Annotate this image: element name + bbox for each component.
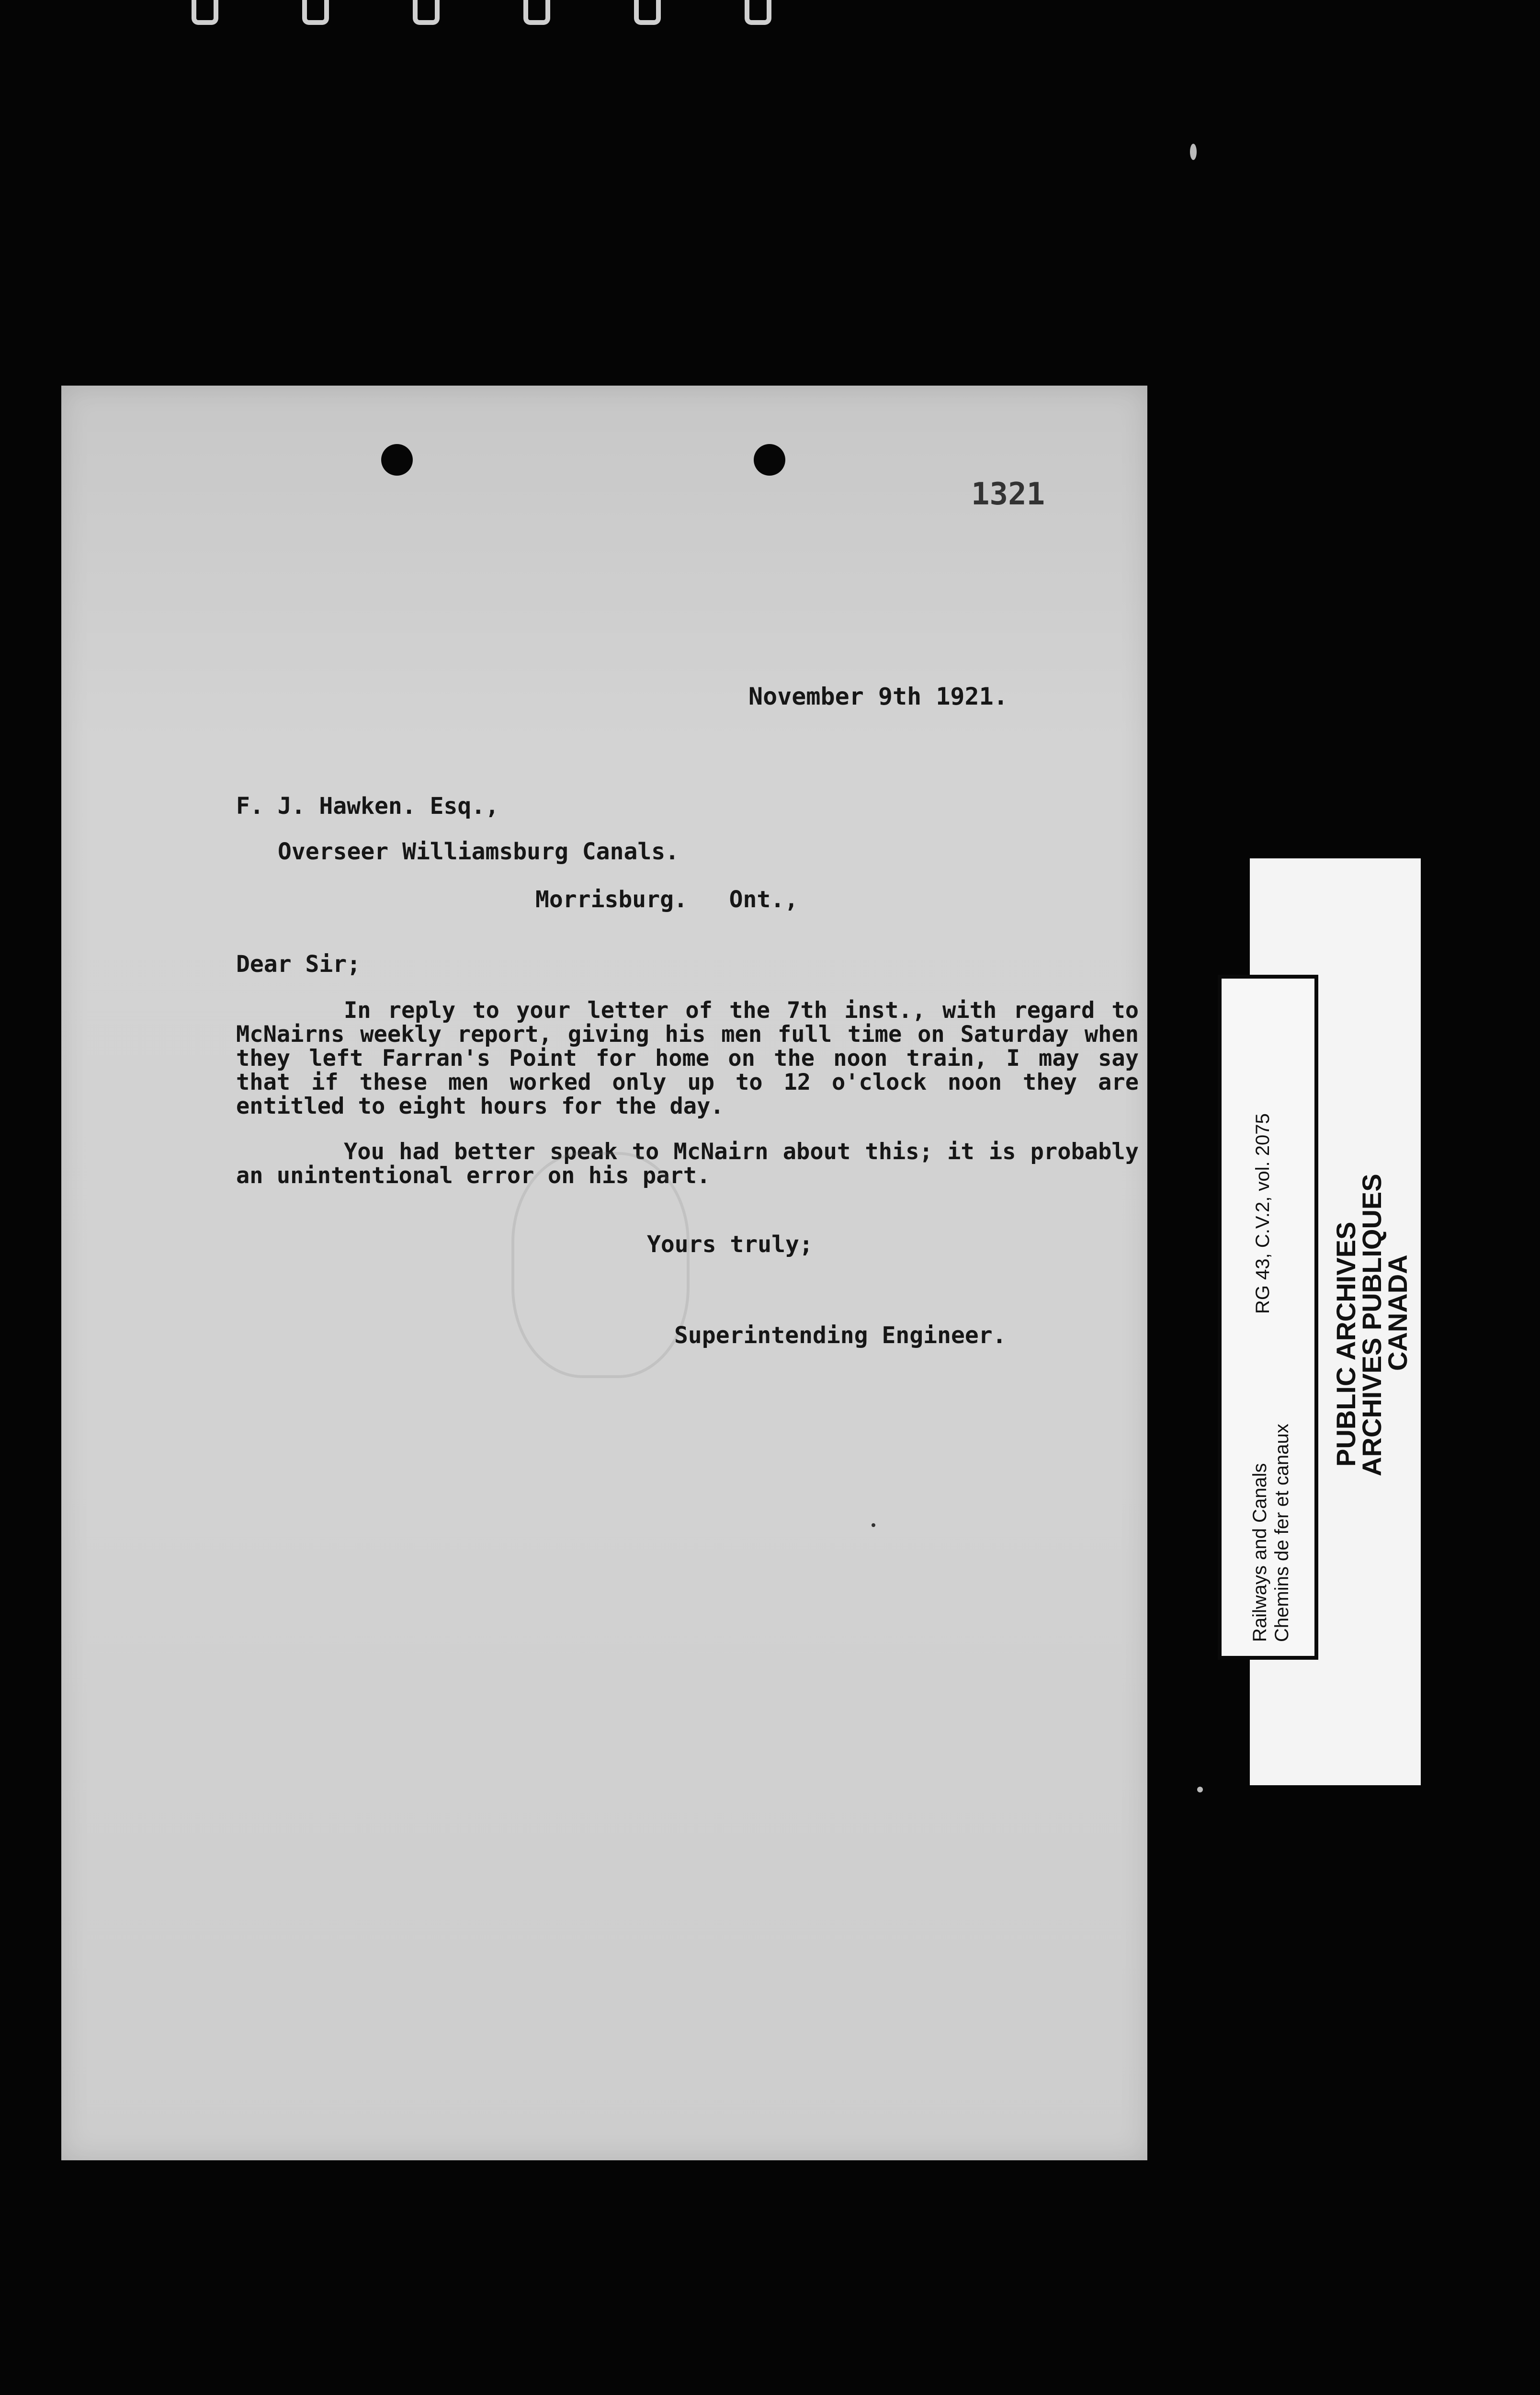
letter-date: November 9th 1921. (748, 683, 1008, 710)
punch-hole (754, 444, 785, 476)
recipient-place: Morrisburg. Ont., (535, 886, 799, 913)
letter-paragraph-1: In reply to your letter of the 7th inst., with regard to McNairns weekly report, giving his men full time on Saturday when they left Farran's Point for home on the noon train, I may say that if these men worked only up to 12 o'clock noon they are entitled to eight hours for the day. (236, 997, 1139, 1119)
film-mark (413, 0, 440, 25)
salutation: Dear Sir; (236, 951, 361, 978)
film-mark (745, 0, 771, 25)
signature-title: Superintending Engineer. (674, 1322, 1007, 1349)
letter-page (61, 386, 1147, 2160)
film-speck (1190, 144, 1197, 160)
recipient-name: F. J. Hawken. Esq., (236, 793, 499, 820)
faded-stamp-mark (511, 1152, 690, 1378)
institution-country: CANADA (1382, 1255, 1413, 1371)
archive-reference: RG 43, C.V.2, vol. 2075 (1252, 1113, 1273, 1314)
film-mark (192, 0, 218, 25)
punch-hole (381, 444, 413, 476)
film-speck (872, 1523, 875, 1527)
letter-closing: Yours truly; (647, 1231, 813, 1258)
fonds-name-fr: Chemins de fer et canaux (1271, 1424, 1292, 1642)
film-speck (1197, 1787, 1203, 1792)
film-edge-marks (192, 0, 771, 29)
film-mark (634, 0, 661, 25)
film-mark (302, 0, 329, 25)
fonds-name-en: Railways and Canals (1249, 1463, 1270, 1642)
film-mark (523, 0, 550, 25)
letter-paragraph-2: You had better speak to McNairn about this; it is probably an unintentional error on his part. (236, 1139, 1139, 1189)
recipient-title: Overseer Williamsburg Canals. (278, 838, 679, 865)
archive-label-front (1218, 975, 1318, 1660)
institution-name-fr: ARCHIVES PUBLIQUES (1357, 1174, 1387, 1476)
folio-number: 1321 (971, 477, 1045, 512)
institution-name-en: PUBLIC ARCHIVES (1331, 1221, 1361, 1467)
